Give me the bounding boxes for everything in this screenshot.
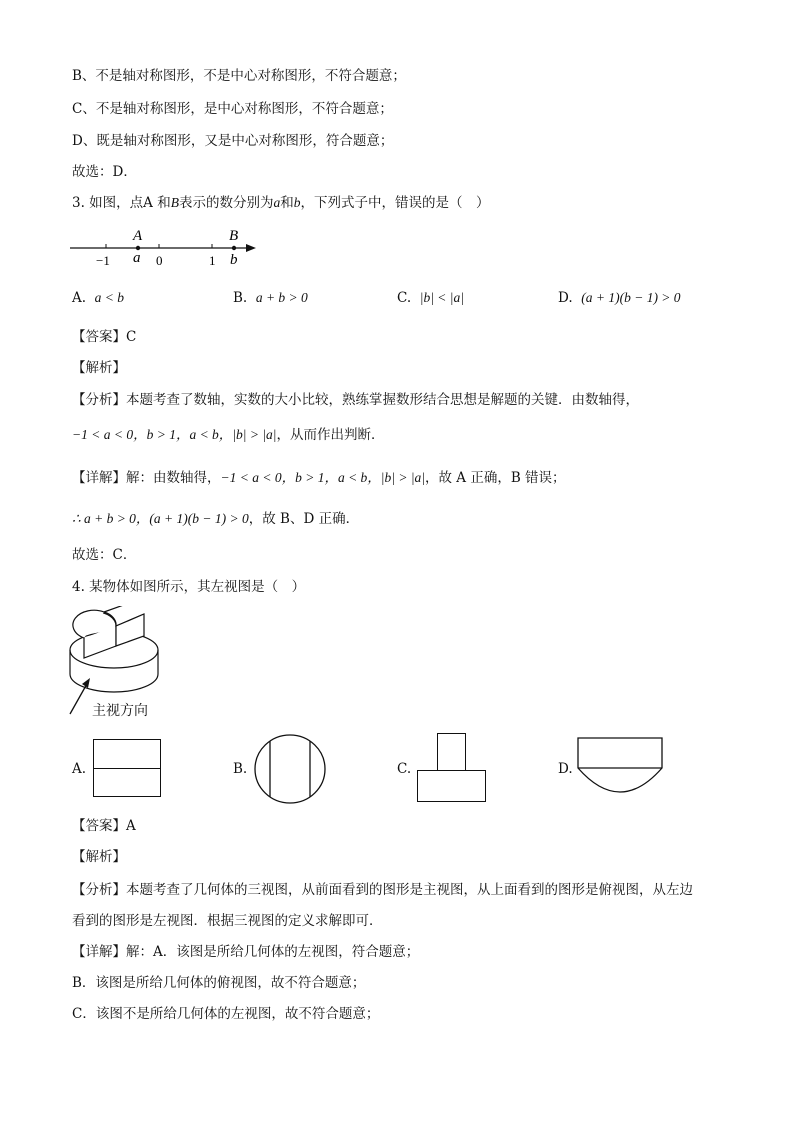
option-c: C. |b| < |a|: [397, 290, 464, 306]
number-line-figure: [68, 224, 268, 270]
xiangjie-line: 【详解】解：A．该图是所给几何体的左视图，符合题意；: [72, 944, 420, 960]
analysis-tag: 【解析】: [72, 849, 126, 865]
option-a-label: A.: [72, 761, 87, 777]
option-d: D. (a + 1)(b − 1) > 0: [558, 290, 681, 306]
option-d-figure: [576, 736, 664, 800]
text-line: 故选：D．: [72, 164, 137, 180]
xiangjie-line-c: C．该图不是所给几何体的左视图，故不符合题意；: [72, 1006, 380, 1022]
therefore-line: ∴ a + b > 0，(a + 1)(b − 1) > 0，故 B、D 正确．: [72, 511, 360, 527]
option-c-label: C.: [397, 761, 412, 777]
point-a-label: a: [133, 250, 141, 266]
xiangjie-line-b: B．该图是所给几何体的俯视图，故不符合题意；: [72, 975, 366, 991]
direction-label: 主视方向: [92, 703, 148, 719]
tick-label-0: 0: [156, 253, 163, 268]
answer-line: 【答案】A: [72, 818, 136, 834]
option-b-label: B.: [233, 761, 248, 777]
conclusion-line: 故选：C．: [72, 547, 137, 563]
fenxi-line: 【分析】本题考查了数轴，实数的大小比较，熟练掌握数形结合思想是解题的关键．由数轴得，: [72, 392, 639, 408]
fenxi-line-2: −1 < a < 0，b > 1，a < b，|b| > |a|，从而作出判断．: [72, 427, 385, 443]
answer-line: 【答案】C: [72, 329, 137, 345]
point-b-label: b: [230, 252, 238, 268]
text-line: C、不是轴对称图形，是中心对称图形，不符合题意；: [72, 101, 393, 117]
point-A-label: A: [133, 228, 143, 244]
question-4-stem: 4. 某物体如图所示，其左视图是（ ）: [72, 579, 306, 595]
option-a: A. a < b: [72, 290, 125, 306]
question-3-stem: 3. 如图，点A 和B表示的数分别为a和b，下列式子中，错误的是（ ）: [72, 195, 490, 211]
option-b: B. a + b > 0: [233, 290, 308, 306]
point-B-label: B: [229, 228, 239, 244]
tick-label-neg1: −1: [96, 253, 110, 268]
option-d-label: D.: [558, 761, 573, 777]
option-b-figure: [252, 733, 328, 805]
analysis-tag: 【解析】: [72, 360, 126, 376]
fenxi-line: 【分析】本题考查了几何体的三视图，从前面看到的图形是主视图，从上面看到的图形是俯视图，从左边: [72, 882, 693, 898]
tick-label-1: 1: [209, 253, 216, 268]
fenxi-line-2: 看到的图形是左视图．根据三视图的定义求解即可．: [72, 913, 383, 929]
xiangjie-line: 【详解】解：由数轴得，−1 < a < 0，b > 1，a < b，|b| > |a|，故 A 正确，B 错误；: [72, 470, 566, 486]
text-line: B、不是轴对称图形，不是中心对称图形，不符合题意；: [72, 68, 406, 84]
text-line: D、既是轴对称图形，又是中心对称图形，符合题意；: [72, 133, 394, 149]
